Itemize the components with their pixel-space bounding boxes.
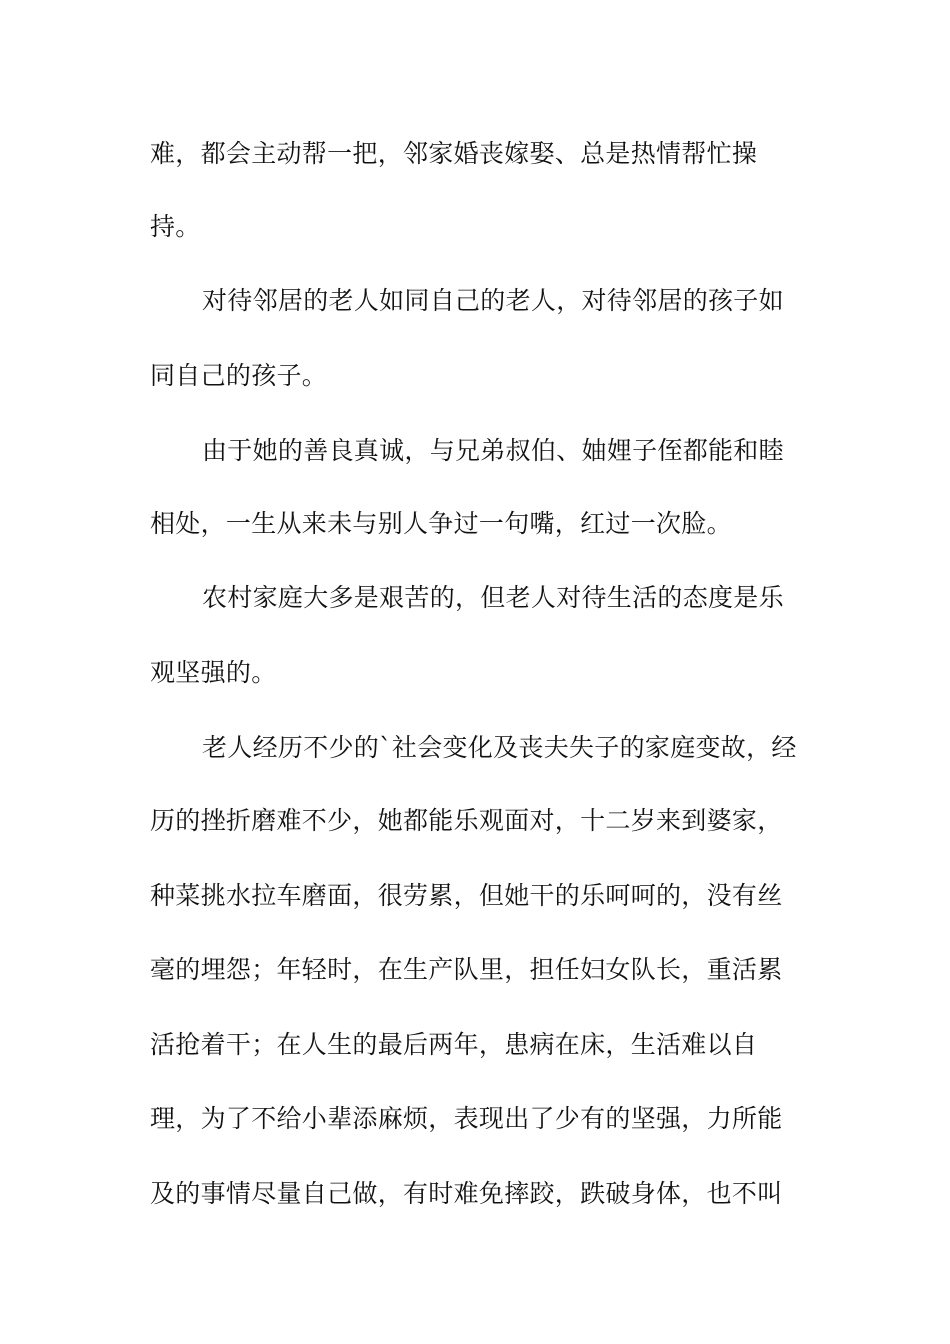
paragraph-start-line: 由于她的善良真诚，与兄弟叔伯、妯娌子侄都能和睦 [202, 436, 784, 465]
text-line: 理，为了不给小辈添麻烦，表现出了少有的坚强，力所能 [150, 1104, 783, 1133]
text-line: 观坚强的。 [150, 658, 277, 687]
paragraph-start-line: 老人经历不少的`社会变化及丧夫失子的家庭变故，经 [202, 733, 797, 762]
text-line: 毫的埋怨；年轻时，在生产队里，担任妇女队长，重活累 [150, 955, 783, 984]
text-line: 及的事情尽量自己做，有时难免摔跤，跌破身体，也不叫 [150, 1179, 783, 1208]
paragraph-start-line: 对待邻居的老人如同自己的老人，对待邻居的孩子如 [202, 286, 784, 315]
text-line: 种菜挑水拉车磨面，很劳累，但她干的乐呵呵的，没有丝 [150, 881, 783, 910]
text-line: 难，都会主动帮一把，邻家婚丧嫁娶、总是热情帮忙操 [150, 139, 758, 168]
paragraph-start-line: 农村家庭大多是艰苦的，但老人对待生活的态度是乐 [202, 583, 784, 612]
text-line: 历的挫折磨难不少，她都能乐观面对，十二岁来到婆家， [150, 806, 783, 835]
text-line: 同自己的孩子。 [150, 361, 328, 390]
text-line: 相处，一生从来未与别人争过一句嘴，红过一次脸。 [150, 509, 732, 538]
text-line: 持。 [150, 212, 201, 241]
text-line: 活抢着干；在人生的最后两年，患病在床，生活难以自 [150, 1030, 758, 1059]
